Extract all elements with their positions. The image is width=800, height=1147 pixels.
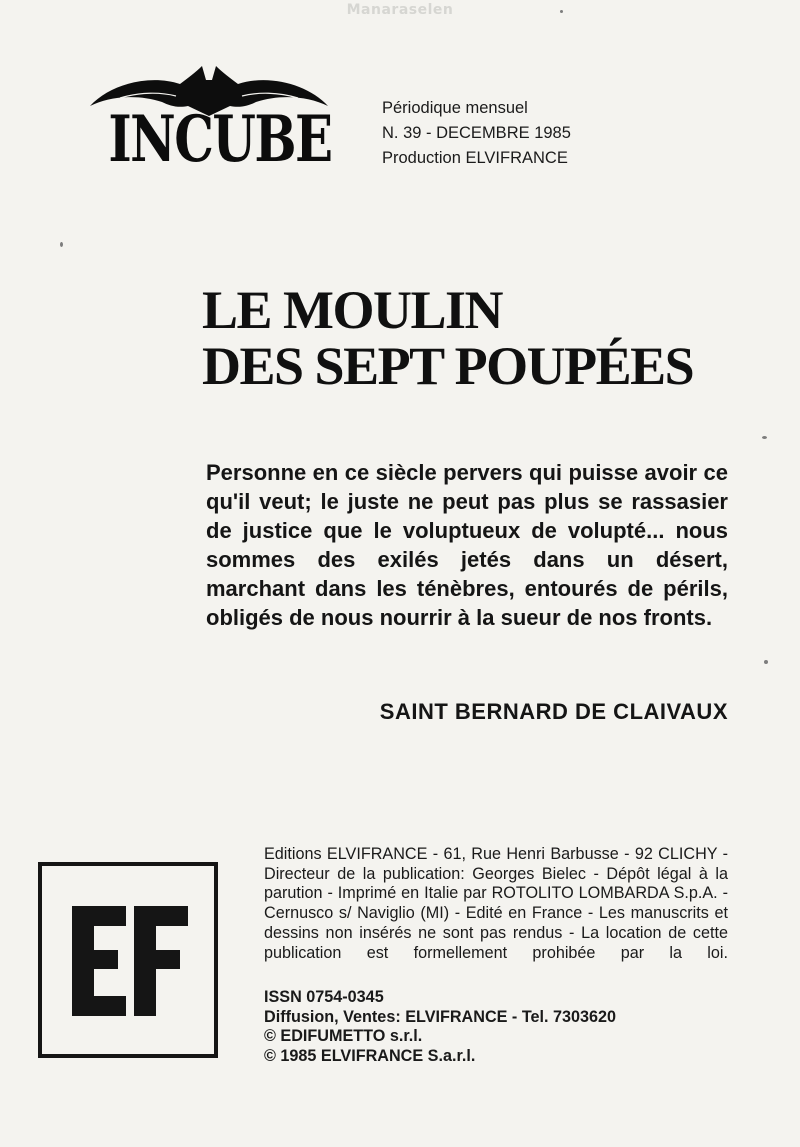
copyright-edifumetto: © EDIFUMETTO s.r.l.	[264, 1027, 423, 1046]
ef-logo-box	[38, 862, 218, 1058]
watermark: Manaraselen	[346, 2, 454, 18]
periodicity-text: Périodique mensuel	[382, 99, 528, 117]
title-line-1: LE MOULIN	[202, 280, 503, 340]
paper-speck	[764, 660, 768, 664]
publication-info	[382, 96, 571, 171]
legal-paragraph: Editions ELVIFRANCE - 61, Rue Henri Barbusse - 92 CLICHY - Directeur de la publication: Georges Bielec - Dépôt légal à la parution - Imprimé en Italie par ROTOLITO LOMBARDA S.p.A. - Cernusco s/ Naviglio (MI) - Edité en France - Les manuscrits et dessins non insérés ne sont pas rendus - La location de cette publication est formellement prohibée par la loi.	[264, 845, 728, 962]
ef-logo-icon	[42, 866, 214, 1054]
diffusion-text: Diffusion, Ventes: ELVIFRANCE - Tel. 7303620	[264, 1007, 617, 1026]
story-title	[202, 282, 693, 394]
paper-speck	[60, 242, 63, 247]
paper-speck	[560, 10, 563, 13]
production-text: Production ELVIFRANCE	[382, 149, 568, 167]
paper-speck	[762, 436, 767, 439]
title-line-2: DES SEPT POUPÉES	[202, 336, 694, 396]
legal-details	[264, 988, 734, 1067]
incube-logo	[80, 62, 338, 177]
issn-text: ISSN 0754-0345	[264, 988, 384, 1006]
issue-text: N. 39 - DECEMBRE 1985	[382, 124, 571, 142]
quote-author: SAINT BERNARD DE CLAIVAUX	[379, 699, 728, 724]
copyright-elvifrance: © 1985 ELVIFRANCE S.a.r.l.	[264, 1047, 476, 1066]
epigraph-quote: Personne en ce siècle pervers qui puisse avoir ce qu'il veut; le juste ne peut pas plus se rassasier de justice que le voluptueux de volupté... nous sommes des exilés jetés dans un désert, marchant dans les ténèbres, entourés de périls, obligés de nous nourrir à la sueur de nos fronts.	[206, 460, 728, 630]
logo-wordmark: INCUBE	[108, 102, 332, 177]
